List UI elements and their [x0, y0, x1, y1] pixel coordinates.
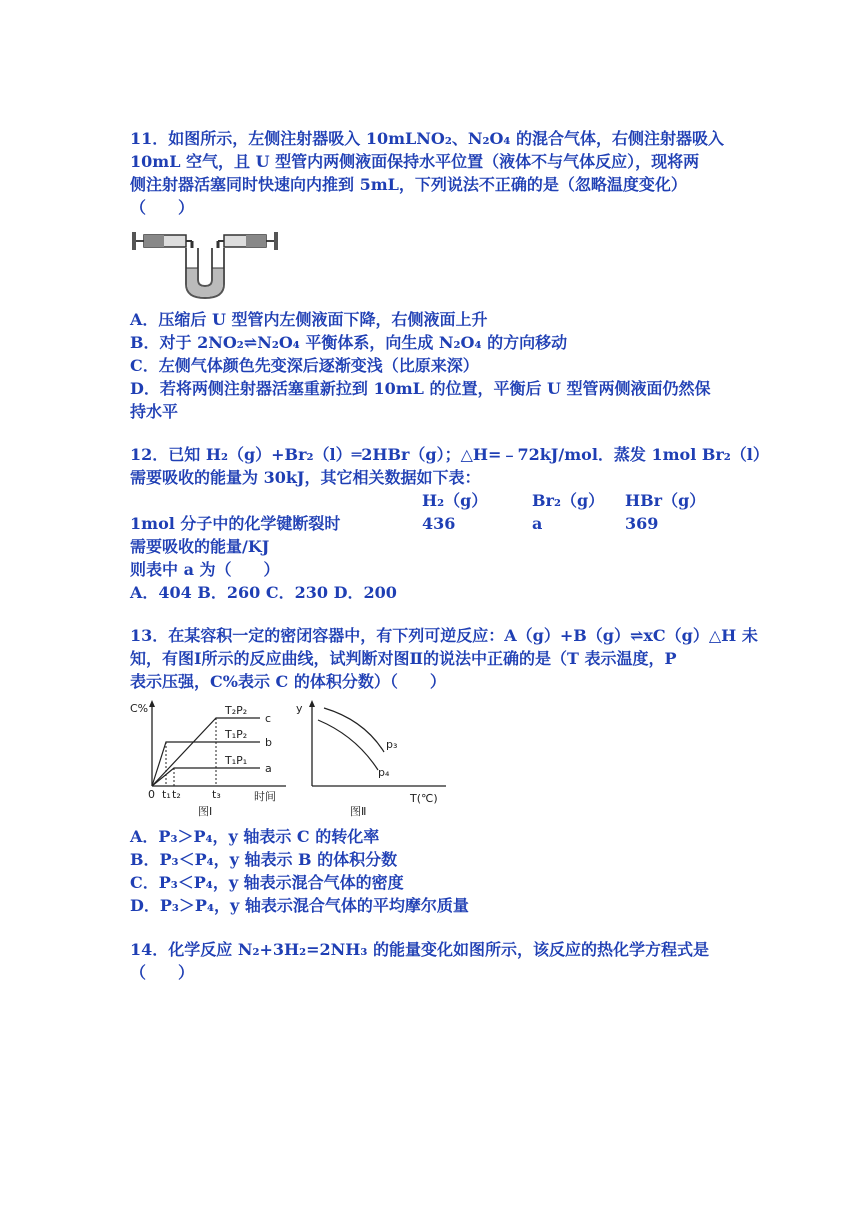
figure-2: [292, 698, 448, 820]
option-b: B．对于 2NO₂⇌N₂O₄ 平衡体系，向生成 N₂O₄ 的方向移动: [130, 333, 568, 352]
table-cell: 369: [625, 514, 659, 533]
q11-stem-line: 11．如图所示，左侧注射器吸入 10mLNO₂、N₂O₄ 的混合气体，右侧注射器吸入: [130, 129, 725, 148]
curve-label-p3: p₃: [386, 738, 398, 751]
option-c: C．P₃＜P₄，y 轴表示混合气体的密度: [130, 873, 404, 892]
right-syringe-handle: [274, 232, 278, 250]
fig2-xlabel: T(℃): [410, 792, 438, 805]
fig1-xlabel: 时间: [254, 790, 276, 803]
curve-p4: [318, 720, 378, 770]
option-d-cont: 持水平: [130, 402, 179, 421]
fig1-origin: 0: [148, 788, 155, 801]
table-cell: 436: [422, 514, 456, 533]
fig2-ylabel: y: [296, 702, 303, 715]
curve-label: T₂P₂: [225, 704, 248, 717]
q13-stem-line: 知，有图Ⅰ所示的反应曲线，试判断对图Ⅱ的说法中正确的是（T 表示温度，P: [130, 649, 677, 668]
option-d: D．若将两侧注射器活塞重新拉到 10mL 的位置，平衡后 U 型管两侧液面仍然保: [130, 379, 711, 398]
fig2-caption: 图Ⅱ: [350, 805, 367, 818]
option-b: B．P₃＜P₄，y 轴表示 B 的体积分数: [130, 850, 398, 869]
table-header-row: [130, 489, 740, 512]
q13-options: [130, 825, 740, 917]
question-14: [130, 938, 740, 984]
q11-stem-line: 10mL 空气，且 U 型管内两侧液面保持水平位置（液体不与气体反应），现将两: [130, 152, 700, 171]
curve-label: T₁P₁: [225, 754, 248, 767]
left-syringe-handle: [132, 232, 136, 250]
table-cell: a: [532, 514, 543, 533]
fig1-caption: 图Ⅰ: [198, 805, 213, 818]
option-a: A．压缩后 U 型管内左侧液面下降，右侧液面上升: [130, 310, 488, 329]
table-row-label-cont: 需要吸收的能量/KJ: [130, 537, 270, 556]
table-header: HBr（g）: [625, 491, 706, 510]
q12-stem-line: 需要吸收的能量为 30kJ，其它相关数据如下表：: [130, 468, 481, 487]
curve-tag: a: [265, 762, 272, 775]
tick-t1: t₁: [162, 788, 171, 801]
question-11: [130, 127, 740, 219]
q12-ask: 则表中 a 为（ ）: [130, 560, 280, 579]
question-13: [130, 624, 758, 693]
curve-tag: c: [265, 712, 272, 725]
curve-label-p4: p₄: [378, 766, 390, 779]
q11-stem-line: 侧注射器活塞同时快速向内推到 5mL，下列说法不正确的是（忽略温度变化）: [130, 175, 687, 194]
curve-p3: [324, 708, 384, 752]
curve-tag: b: [265, 736, 272, 749]
q12-options: A．404 B．260 C．230 D．200: [130, 583, 397, 602]
curve-a: [152, 768, 260, 786]
q11-stem-line: （ ）: [130, 198, 195, 217]
syringe-u-tube-figure: [130, 224, 280, 302]
figure-1: [128, 698, 288, 820]
table-header: Br₂（g）: [532, 491, 605, 510]
question-12: [130, 443, 769, 604]
q13-stem-line: 表示压强，C%表示 C 的体积分数）（ ）: [130, 672, 446, 691]
q12-stem-line: 12．已知 H₂（g）+Br₂（l）═2HBr（g）；△H=﹣72kJ/mol．蒸发 1mol Br₂（l）: [130, 445, 769, 464]
q11-options: [130, 308, 740, 423]
q13-stem-line: 13．在某容积一定的密闭容器中，有下列可逆反应：A（g）+B（g）⇌xC（g）△H 未: [130, 626, 758, 645]
q14-stem-line: 14．化学反应 N₂+3H₂=2NH₃ 的能量变化如图所示，该反应的热化学方程式是: [130, 940, 709, 959]
option-d: D．P₃＞P₄，y 轴表示混合气体的平均摩尔质量: [130, 896, 469, 915]
fig1-ylabel: C%: [130, 702, 149, 715]
table-header: H₂（g）: [422, 491, 488, 510]
table-row-label: 1mol 分子中的化学键断裂时: [130, 514, 341, 533]
table-row: [130, 512, 740, 535]
curve-label: T₁P₂: [225, 728, 248, 741]
tick-t2: t₂: [172, 788, 181, 801]
tick-t3: t₃: [212, 788, 221, 801]
q14-stem-line: （ ）: [130, 963, 195, 982]
option-c: C．左侧气体颜色先变深后逐渐变浅（比原来深）: [130, 356, 479, 375]
option-a: A．P₃＞P₄，y 轴表示 C 的转化率: [130, 827, 380, 846]
